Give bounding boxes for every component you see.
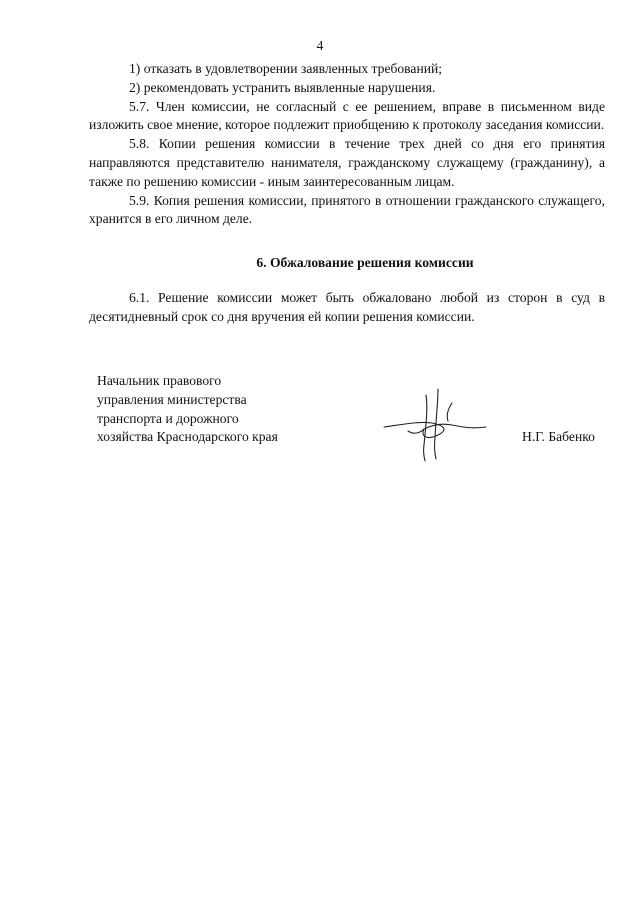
signer-position-line: хозяйства Краснодарского края	[97, 429, 278, 445]
paragraph-item-1: 1) отказать в удовлетворении заявленных требований;	[129, 61, 443, 76]
section-text	[89, 289, 605, 327]
signer-position-line: Начальник правового	[97, 373, 222, 388]
handwritten-signature	[380, 385, 490, 465]
signer-position	[97, 372, 337, 447]
paragraph-5-8: 5.8. Копии решения комиссии в течение трех дней со дня его принятия направляются представителю нанимателя, гражданскому служащему (гражданину), а также по решению комиссии - иным заинтересованным лицам.	[89, 136, 605, 189]
page-number: 4	[316, 38, 324, 53]
body-text	[89, 60, 605, 229]
signer-name: Н.Г. Бабенко	[522, 429, 595, 444]
paragraph-5-9: 5.9. Копия решения комиссии, принятого в отношении гражданского служащего, хранится в его личном деле.	[89, 192, 605, 227]
paragraph-5-7: 5.7. Член комиссии, не согласный с ее решением, вправе в письменном виде изложить свое мнение, которое подлежит приобщению к протоколу заседания комиссии.	[89, 98, 605, 133]
signer-position-line: управления министерства	[97, 391, 247, 407]
section-heading: 6. Обжалование решения комиссии	[256, 255, 474, 270]
paragraph-item-2: 2) рекомендовать устранить выявленные нарушения.	[129, 79, 436, 95]
paragraph-6-1: 6.1. Решение комиссии может быть обжаловано любой из сторон в суд в десятидневный срок со дня вручения ей копии решения комиссии.	[89, 290, 605, 324]
signer-position-line: транспорта и дорожного	[97, 410, 239, 426]
